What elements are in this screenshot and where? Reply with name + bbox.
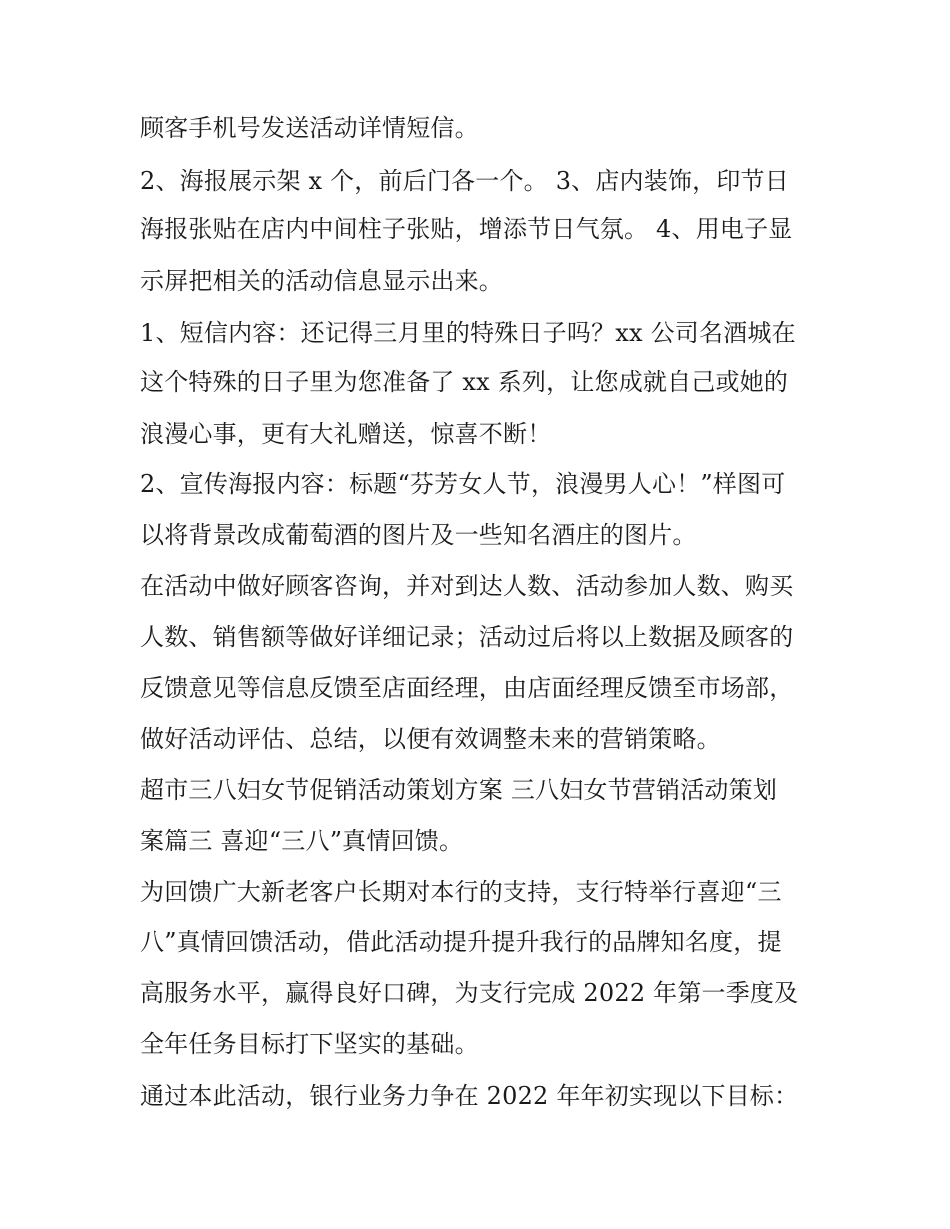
text-line: 人数、销售额等做好详细记录；活动过后将以上数据及顾客的 <box>140 623 794 651</box>
text-line: 为回馈广大新老客户长期对本行的支持，支行特举行喜迎“三 <box>140 878 782 906</box>
text-line: 在活动中做好顾客咨询，并对到达人数、活动参加人数、购买 <box>140 572 794 600</box>
text-line: 2、海报展示架 x 个，前后门各一个。 3、店内装饰，印节日 <box>140 167 789 195</box>
text-line: 以将背景改成葡萄酒的图片及一些知名酒庄的图片。 <box>140 521 697 549</box>
text-line: 1、短信内容：还记得三月里的特殊日子吗？xx 公司名酒城在 <box>140 319 796 347</box>
text-line: 浪漫心事，更有大礼赠送，惊喜不断！ <box>140 420 552 448</box>
text-line: 超市三八妇女节促销活动策划方案 三八妇女节营销活动策划 <box>140 776 778 804</box>
text-line: 2、宣传海报内容：标题“芬芳女人节，浪漫男人心！”样图可 <box>140 470 786 498</box>
text-line: 做好活动评估、总结，以便有效调整未来的营销策略。 <box>140 725 721 753</box>
text-line: 反馈意见等信息反馈至店面经理，由店面经理反馈至市场部， <box>140 674 794 702</box>
text-line: 八”真情回馈活动，借此活动提升提升我行的品牌知名度，提 <box>140 928 782 956</box>
text-line: 高服务水平，赢得良好口碑，为支行完成 2022 年第一季度及 <box>140 979 799 1007</box>
text-line: 案篇三 喜迎“三八”真情回馈。 <box>140 827 464 855</box>
text-line: 全年任务目标打下坚实的基础。 <box>140 1030 479 1058</box>
text-line: 这个特殊的日子里为您准备了 xx 系列，让您成就自己或她的 <box>140 368 789 396</box>
text-line: 顾客手机号发送活动详情短信。 <box>140 114 479 142</box>
text-line: 通过本此活动，银行业务力争在 2022 年年初实现以下目标： <box>140 1082 799 1110</box>
text-line: 海报张贴在店内中间柱子张贴，增添节日气氛。 4、用电子显 <box>140 215 793 243</box>
text-line: 示屏把相关的活动信息显示出来。 <box>140 267 503 295</box>
